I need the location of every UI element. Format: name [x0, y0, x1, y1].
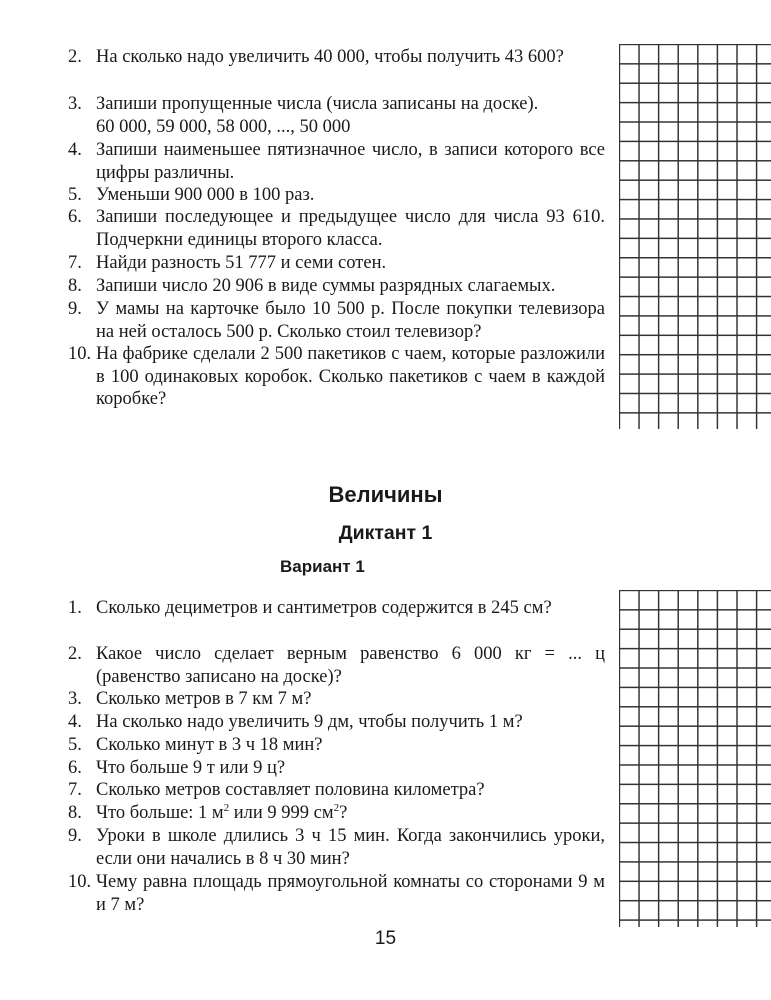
answer-grid-top: [619, 44, 771, 429]
page-number: 15: [374, 928, 397, 949]
task-item: 7. Сколько метров составляет половина километра?: [68, 780, 485, 800]
task-item: 6. Что больше 9 т или 9 ц?: [68, 758, 286, 778]
task-item: 2. На сколько надо увеличить 40 000, чтобы получить 43 600?: [68, 47, 564, 67]
task-item: 9. Уроки в школе длились 3 ч 15 мин. Когда закончились уроки, если они начались в 8 ч 30 мин?: [68, 826, 605, 869]
section-title: Величины: [328, 482, 443, 507]
task-item: 6. Запиши последующее и предыдущее число для числа 93 610. Подчеркни единицы второго класса.: [68, 207, 605, 250]
task-item: 5. Уменьши 900 000 в 100 раз.: [68, 185, 315, 205]
task-item: 4. На сколько надо увеличить 9 дм, чтобы получить 1 м?: [68, 712, 523, 732]
task-item: 4. Запиши наименьшее пятизначное число, в записи которого все цифры различны.: [68, 140, 605, 183]
task-item: 2. Какое число сделает верным равенство 6 000 кг = ... ц (равенство записано на доске)?: [68, 644, 605, 687]
task-item: 3. Сколько метров в 7 км 7 м?: [68, 689, 312, 709]
dictation-title: Диктант 1: [338, 522, 433, 544]
task-item: 10. Чему равна площадь прямоугольной комнаты со сторонами 9 м и 7 м?: [68, 872, 605, 915]
task-item: 3. Запиши пропущенные числа (числа записаны на доске). 60 000, 59 000, 58 000, ..., 50 000: [68, 94, 539, 137]
task-item: 5. Сколько минут в 3 ч 18 мин?: [68, 735, 323, 755]
variant-title: Вариант 1: [280, 557, 365, 576]
task-item: 7. Найди разность 51 777 и семи сотен.: [68, 253, 387, 273]
task-item: 1. Сколько дециметров и сантиметров содержится в 245 см?: [68, 598, 552, 618]
task-item: 8. Запиши число 20 906 в виде суммы разрядных слагаемых.: [68, 276, 556, 296]
task-item: 9. У мамы на карточке было 10 500 р. После покупки телевизора на ней осталось 500 р. Сколько стоил телевизор?: [68, 299, 605, 342]
task-item: 10. На фабрике сделали 2 500 пакетиков с чаем, которые разложили в 100 одинаковых коробок. Сколько пакетиков с чаем в каждой коробке?: [68, 344, 605, 409]
answer-grid-bottom: [619, 590, 771, 927]
task-item: 8. Что больше: 1 $м^2$ или 9 999 $см^2$?: [68, 802, 348, 823]
